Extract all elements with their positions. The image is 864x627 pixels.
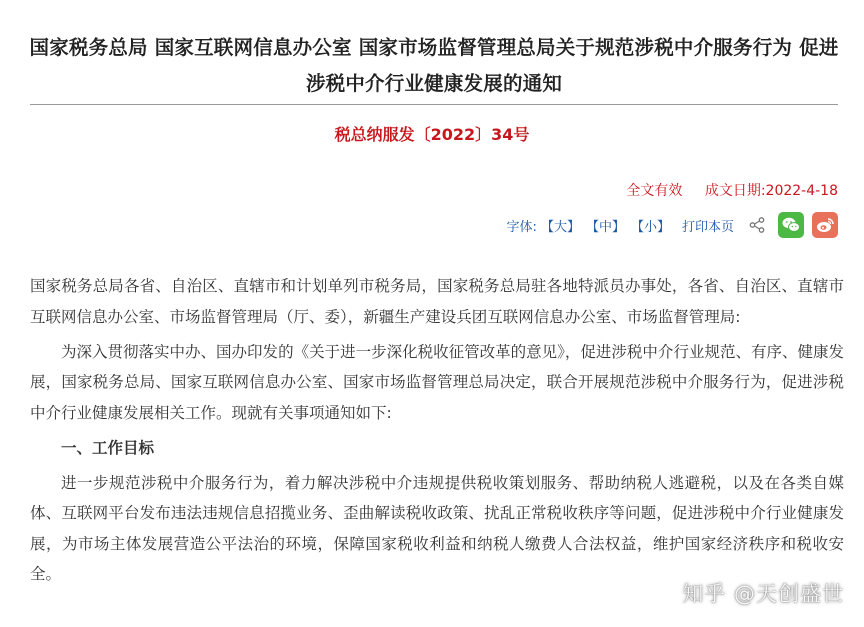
goals-paragraph: 进一步规范涉税中介服务行为，着力解决涉税中介违规提供税收策划服务、帮助纳税人逃避税，以及在各类自媒体、互联网平台发布违法违规信息招揽业务、歪曲解读税收政策、扰乱正常税收秩序等问题，促进涉税中介行业健康发展，为市场主体发展营造公平法治的环境，保障国家税收利益和纳税人缴费人合法权益，维护国家经济秩序和税收安全。 <box>30 473 844 583</box>
section-heading-goals: 一、工作目标 <box>61 438 155 457</box>
zhihu-watermark: 知乎 @天创盛世 <box>682 582 844 606</box>
font-size-label: 字体: <box>506 219 537 235</box>
font-size-large-button[interactable]: 【大】 <box>540 219 580 235</box>
article-title: 国家税务总局 国家互联网信息办公室 国家市场监督管理总局关于规范涉税中介服务行为 促进涉税中介行业健康发展的通知 <box>29 36 839 95</box>
title-divider <box>30 104 838 105</box>
article-toolbar <box>507 211 838 239</box>
font-size-medium-button[interactable]: 【中】 <box>585 219 625 235</box>
validity-status: 全文有效 <box>626 183 683 199</box>
salutation-paragraph: 国家税务总局各省、自治区、直辖市和计划单列市税务局，国家税务总局驻各地特派员办事处，各省、自治区、直辖市互联网信息办公室、市场监督管理局（厅、委），新疆生产建设兵团互联网信息办公室、市场监督管理局: <box>30 277 844 326</box>
article-meta <box>626 180 838 200</box>
print-page-link[interactable]: 打印本页 <box>681 219 734 235</box>
article-body <box>30 271 844 594</box>
share-icon[interactable] <box>748 216 766 234</box>
font-size-small-button[interactable]: 【小】 <box>630 219 670 235</box>
intro-paragraph: 为深入贯彻落实中办、国办印发的《关于进一步深化税收征管改革的意见》，促进涉税中介行业规范、有序、健康发展，国家税务总局、国家互联网信息办公室、国家市场监督管理总局决定，联合开展规范涉税中介服务行为，促进涉税中介行业健康发展相关工作。现就有关事项通知如下: <box>30 342 844 422</box>
document-number: 税总纳服发〔2022〕34号 <box>334 125 530 144</box>
weibo-share-icon[interactable] <box>812 212 838 238</box>
wechat-share-icon[interactable] <box>778 212 804 238</box>
issue-date: 成文日期:2022-4-18 <box>704 183 838 199</box>
